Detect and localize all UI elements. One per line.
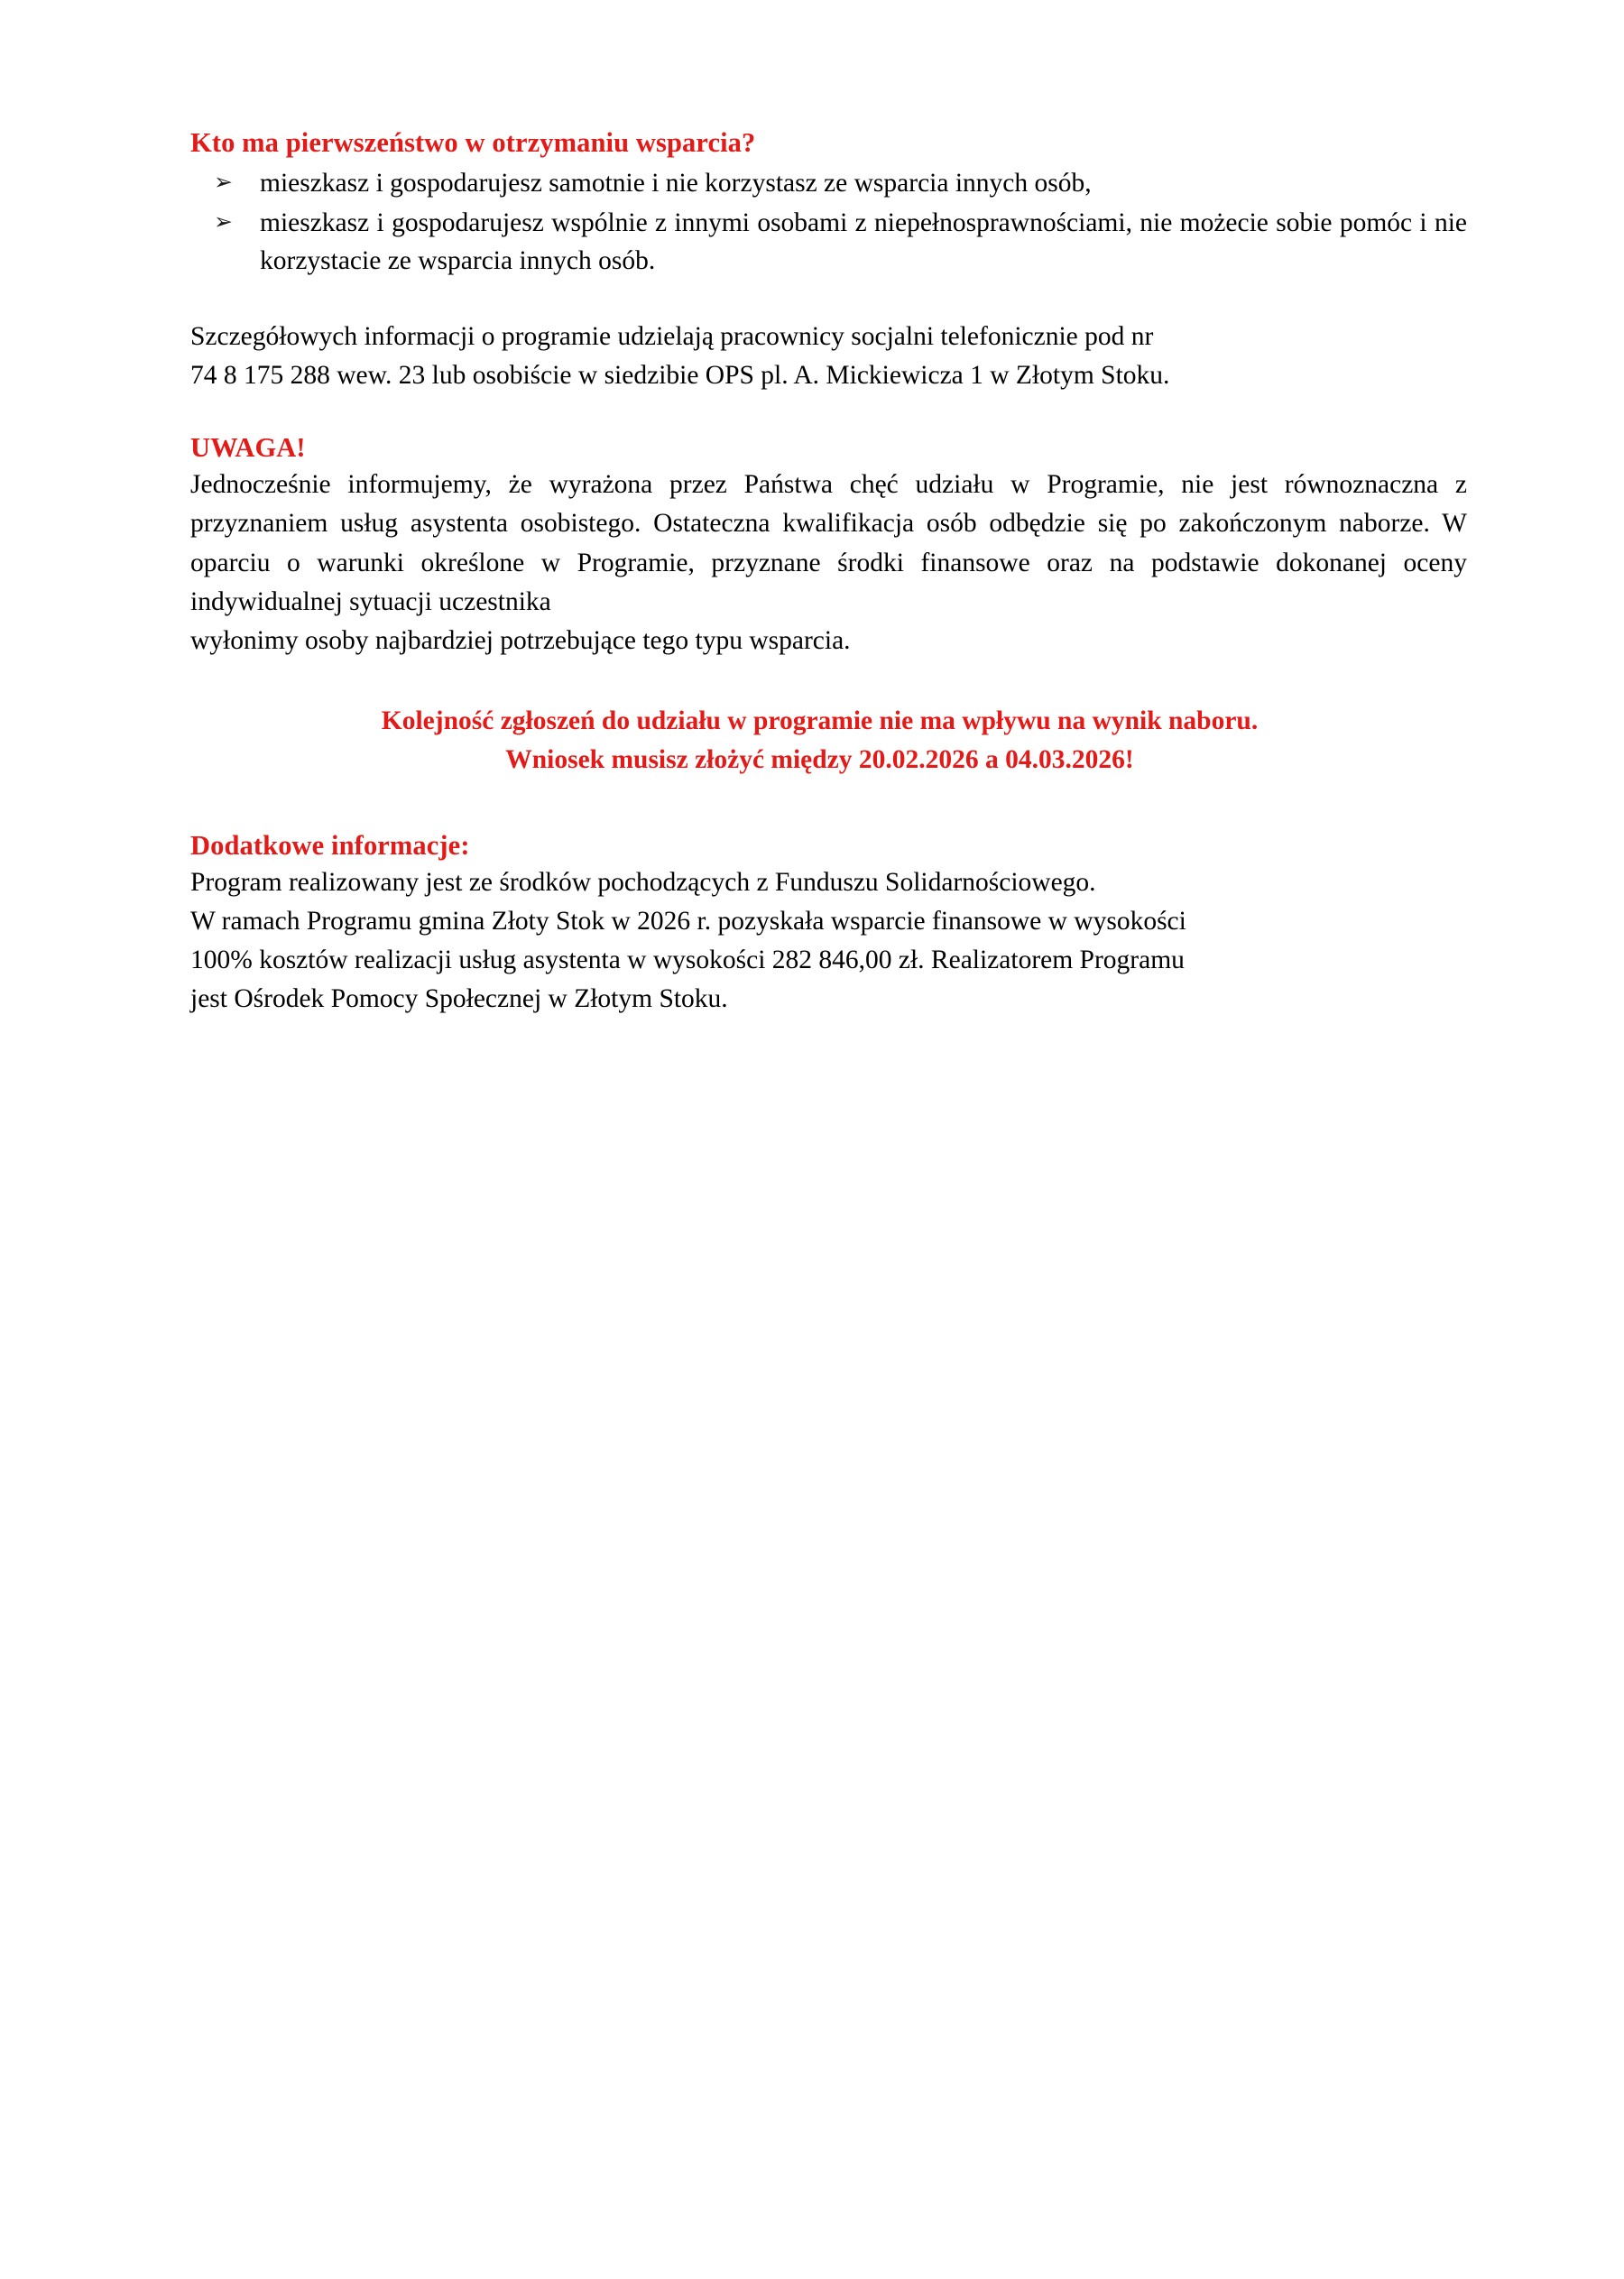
list-item-label: mieszkasz i gospodarujesz wspólnie z innymi osobami z niepełnosprawnościami, nie możecie sobie pomóc i nie korzystacie ze wsparcia innych osób. — [260, 208, 1467, 276]
deadline-line-2: Wniosek musisz złożyć między 20.02.2026 a 04.03.2026! — [505, 744, 1134, 774]
list-item-label: mieszkasz i gospodarujesz samotnie i nie korzystasz ze wsparcia innych osób, — [260, 168, 1092, 198]
deadline-line-1: Kolejność zgłoszeń do udziału w programie nie ma wpływu na wynik naboru. — [381, 706, 1259, 736]
additional-info-heading: Dodatkowe informacje: — [190, 830, 470, 862]
additional-info-line-4: jest Ośrodek Pomocy Społecznej w Złotym Stoku. — [190, 984, 728, 1014]
list-item — [190, 164, 1467, 202]
priority-heading: Kto ma pierwszeństwo w otrzymaniu wsparcia? — [190, 127, 756, 158]
contact-line-1: Szczegółowych informacji o programie udzielają pracownicy socjalni telefonicznie pod nr — [190, 322, 1154, 352]
notice-heading: UWAGA! — [190, 432, 306, 464]
arrowhead-bullet-icon: ➢ — [214, 208, 233, 235]
arrowhead-bullet-icon: ➢ — [214, 168, 233, 195]
spacer — [190, 660, 1467, 702]
spacer — [190, 395, 1467, 431]
additional-info-line-2: W ramach Programu gmina Złoty Stok w 2026 r. pozyskała wsparcie finansowe w wysokości — [190, 907, 1186, 937]
notice-body-lastline: wyłonimy osoby najbardziej potrzebujące tego typu wsparcia. — [190, 626, 851, 656]
contact-line-2: 74 8 175 288 wew. 23 lub osobiście w siedzibie OPS pl. A. Mickiewicza 1 w Złotym Stoku. — [190, 361, 1170, 391]
list-item — [190, 204, 1467, 280]
deadline-callout — [190, 702, 1467, 779]
priority-list — [190, 164, 1467, 281]
document-body — [190, 126, 1467, 1019]
notice-body-text: Jednocześnie informujemy, że wyrażona przez Państwa chęć udziału w Programie, nie jest równoznaczna z przyznaniem usług asystenta osobistego. Ostateczna kwalifikacja osób odbędzie się po zakończonym naborze. W oparciu o warunki określone w Programie, przyznane środki finansowe oraz na podstawie dokonanej oceny indywidualnej sytuacji uczestnika — [190, 470, 1467, 616]
spacer — [190, 779, 1467, 829]
notice-body — [190, 466, 1467, 660]
additional-info-line-3: 100% kosztów realizacji usług asystenta w wysokości 282 846,00 zł. Realizatorem Programu — [190, 946, 1185, 975]
additional-info-line-1: Program realizowany jest ze środków pochodzących z Funduszu Solidarnościowego. — [190, 868, 1096, 898]
spacer — [190, 281, 1467, 318]
